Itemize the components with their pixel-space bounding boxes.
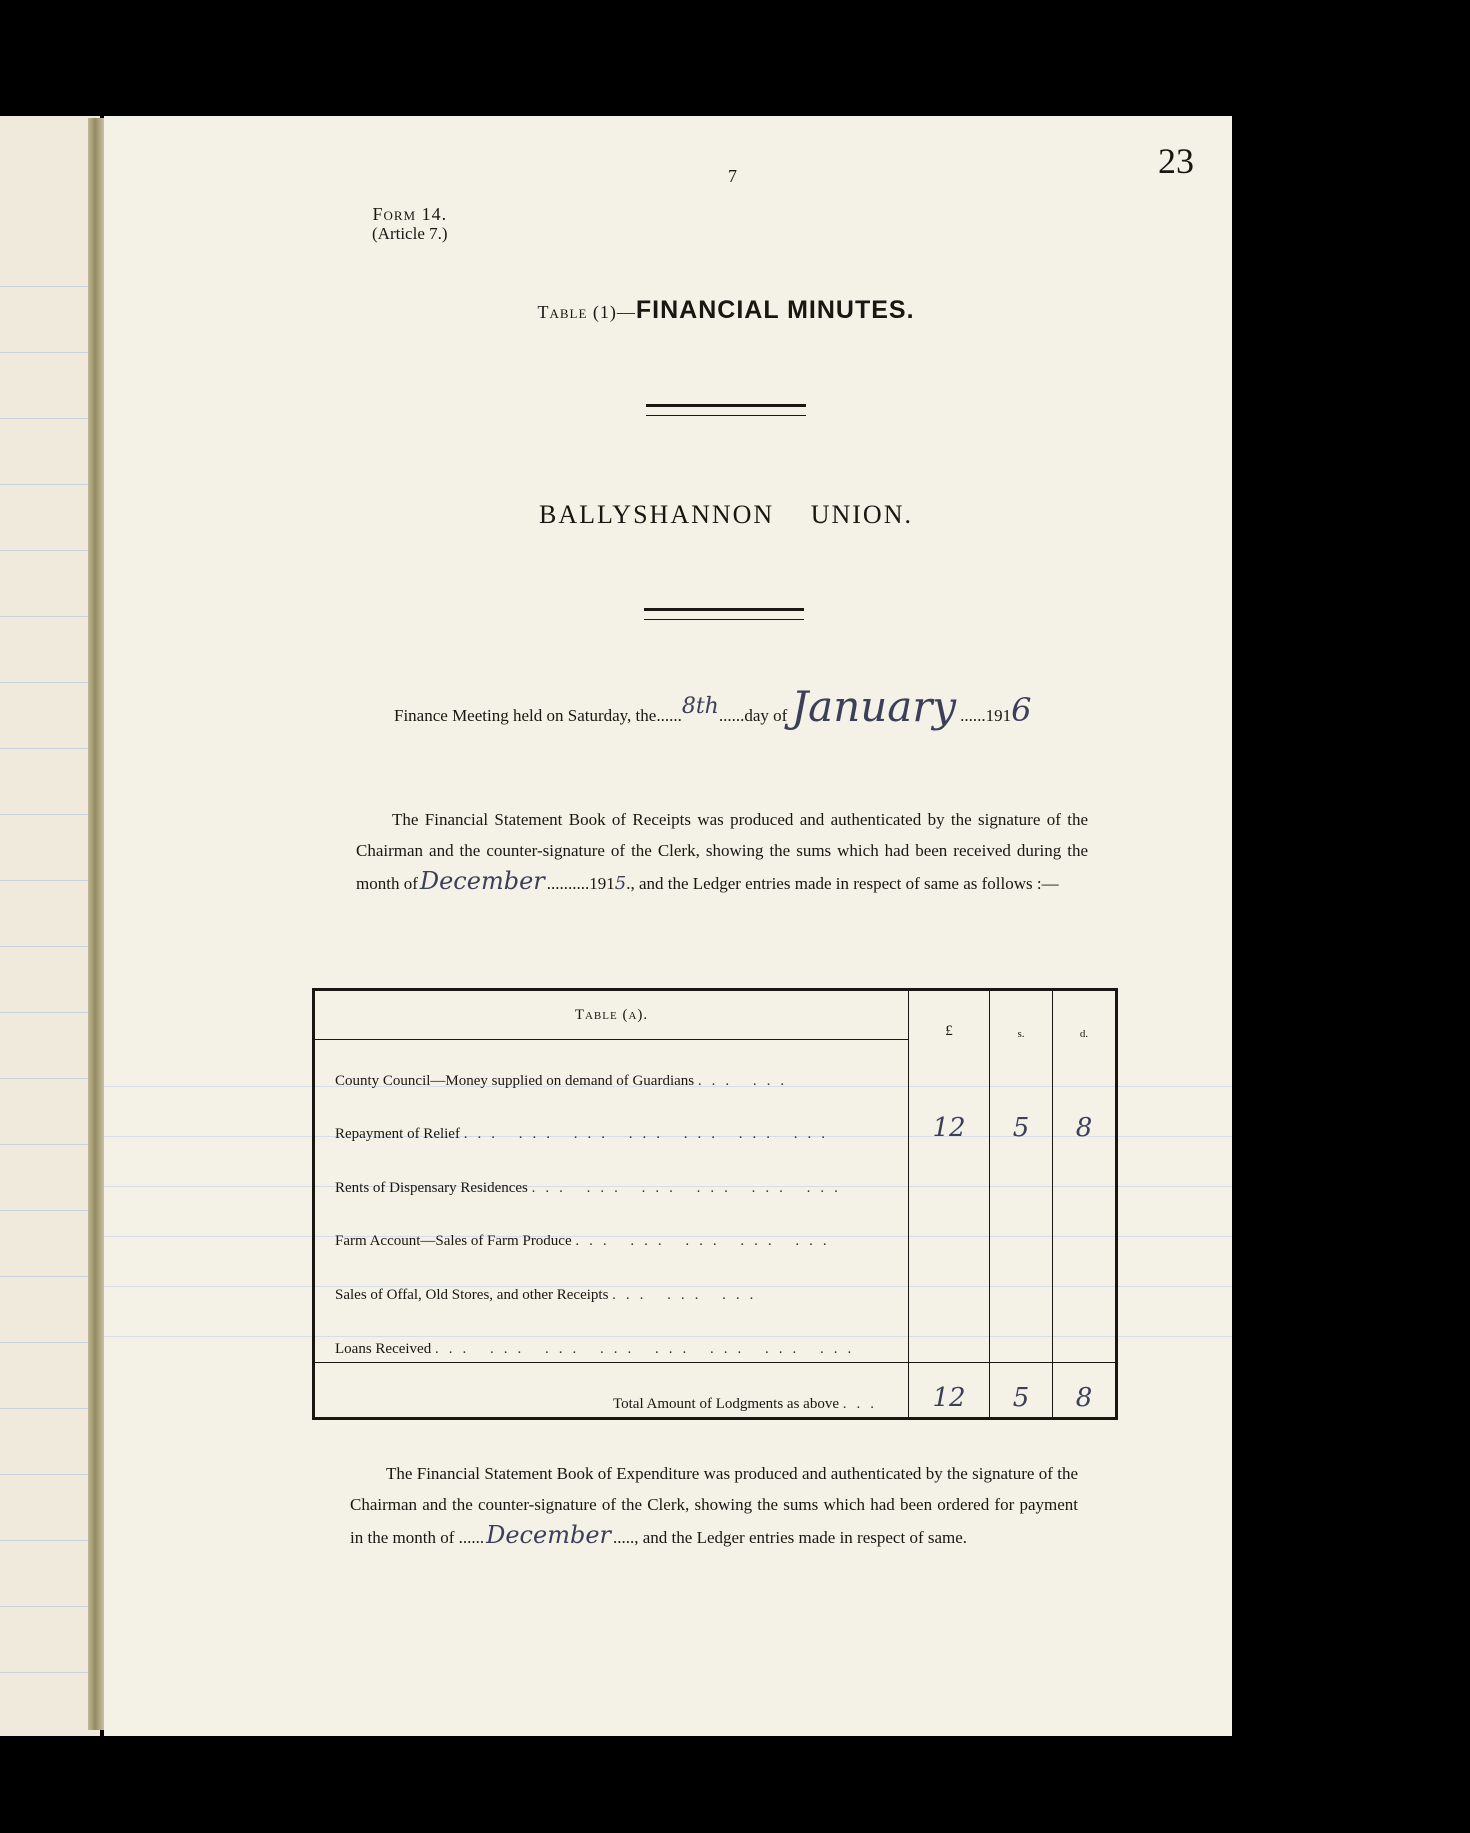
pounds-header: £: [909, 990, 990, 1040]
expenditure-text-2: ....., and the Ledger entries made in respect of same.: [613, 1528, 968, 1547]
receipts-table-header: [314, 990, 1117, 1040]
total-row: [314, 1362, 1117, 1418]
pence-cell: [1053, 1040, 1117, 1094]
shillings-cell: [990, 1201, 1053, 1255]
shillings-cell: 5: [990, 1094, 1053, 1148]
row-label: Rents of Dispensary Residences: [335, 1179, 528, 1196]
row-label: Farm Account—Sales of Farm Produce: [335, 1233, 572, 1250]
row-label: Repayment of Relief: [335, 1126, 460, 1143]
meeting-line: [394, 682, 1032, 731]
shillings-cell: [990, 1308, 1053, 1362]
row-leader-dots: ... ... ... ... ... ... ... ...: [434, 1340, 862, 1357]
pounds-cell: [909, 1040, 990, 1094]
receipts-text-3: ., and the Ledger entries made in respect of same as follows :—: [626, 874, 1059, 893]
receipts-paragraph: [356, 804, 1088, 899]
receipts-month-handwritten: December: [419, 867, 545, 895]
pence-cell: [1053, 1201, 1117, 1255]
table-row: [314, 1254, 1117, 1308]
page-title: [104, 296, 1348, 325]
pounds-cell: [909, 1254, 990, 1308]
pence-cell: [1053, 1254, 1117, 1308]
page-number: 7: [728, 166, 737, 186]
meeting-month-handwritten: January: [791, 682, 957, 731]
union-name: BALLYSHANNON UNION.: [539, 500, 913, 529]
meeting-text-day-of: ......day of: [718, 706, 788, 725]
shillings-cell: [990, 1040, 1053, 1094]
table-row: [314, 1308, 1117, 1362]
pence-cell: [1053, 1308, 1117, 1362]
meeting-day-handwritten: 8th: [681, 694, 719, 719]
total-shillings-cell: 5: [990, 1362, 1053, 1418]
pence-header: d.: [1053, 990, 1117, 1040]
form-reference: [372, 204, 448, 244]
folio-number: 23: [1158, 141, 1194, 181]
row-leader-dots: ... ... ...: [612, 1286, 764, 1303]
receipts-text-2: ..........191: [546, 874, 615, 893]
meeting-year-handwritten: 6: [1011, 691, 1032, 729]
shillings-cell: [990, 1254, 1053, 1308]
table-row: [314, 1040, 1117, 1094]
meeting-year-prefix: ......191: [960, 706, 1012, 725]
table-row: [314, 1147, 1117, 1201]
pounds-cell: [909, 1147, 990, 1201]
row-label: County Council—Money supplied on demand of Guardians: [335, 1072, 695, 1089]
row-label: Loans Received: [335, 1340, 432, 1357]
total-pounds-cell: 12: [909, 1362, 990, 1418]
total-leader-dots: ...: [842, 1395, 884, 1412]
title-divider: [646, 404, 806, 416]
receipts-text-1: The Financial Statement Book of Receipts was produced and authenticated by the signature of the Chairman and the counter-signature of the Clerk, showing the sums which had been received during the month of: [356, 810, 1088, 893]
union-divider: [644, 608, 804, 620]
pounds-cell: [909, 1308, 990, 1362]
table-row: [314, 1201, 1117, 1255]
book-gutter: [88, 118, 104, 1730]
meeting-text-start: Finance Meeting held on Saturday, the......: [394, 706, 682, 725]
row-leader-dots: ... ... ... ... ...: [575, 1233, 837, 1250]
left-facing-page: [0, 116, 100, 1736]
shillings-cell: [990, 1147, 1053, 1201]
row-leader-dots: ... ...: [697, 1072, 795, 1089]
shillings-header: s.: [990, 990, 1053, 1040]
expenditure-text-1: The Financial Statement Book of Expenditure was produced and authenticated by the signature of the Chairman and the counter-signature of the Clerk, showing the sums which had been ordered for payment in the month of ......: [350, 1464, 1078, 1547]
article-label: (Article 7.): [372, 224, 448, 243]
expenditure-month-handwritten: December: [486, 1521, 611, 1549]
row-leader-dots: ... ... ... ... ... ... ...: [463, 1126, 835, 1143]
row-label: Sales of Offal, Old Stores, and other Receipts: [335, 1286, 609, 1303]
form-label: Form 14.: [372, 204, 448, 224]
table-row: [314, 1094, 1117, 1148]
pounds-cell: [909, 1201, 990, 1255]
table-prefix: Table (1)—: [537, 302, 636, 322]
receipts-year-handwritten: 5: [614, 873, 627, 894]
pence-cell: [1053, 1147, 1117, 1201]
total-pence-cell: 8: [1053, 1362, 1117, 1418]
pence-cell: 8: [1053, 1094, 1117, 1148]
pounds-cell: 12: [909, 1094, 990, 1148]
table-caption: Table (a).: [314, 990, 909, 1040]
row-leader-dots: ... ... ... ... ... ...: [531, 1179, 848, 1196]
total-label: Total Amount of Lodgments as above: [613, 1395, 839, 1412]
receipts-table: [312, 988, 1118, 1420]
financial-minutes-title: FINANCIAL MINUTES.: [635, 296, 915, 324]
expenditure-paragraph: [350, 1458, 1078, 1553]
